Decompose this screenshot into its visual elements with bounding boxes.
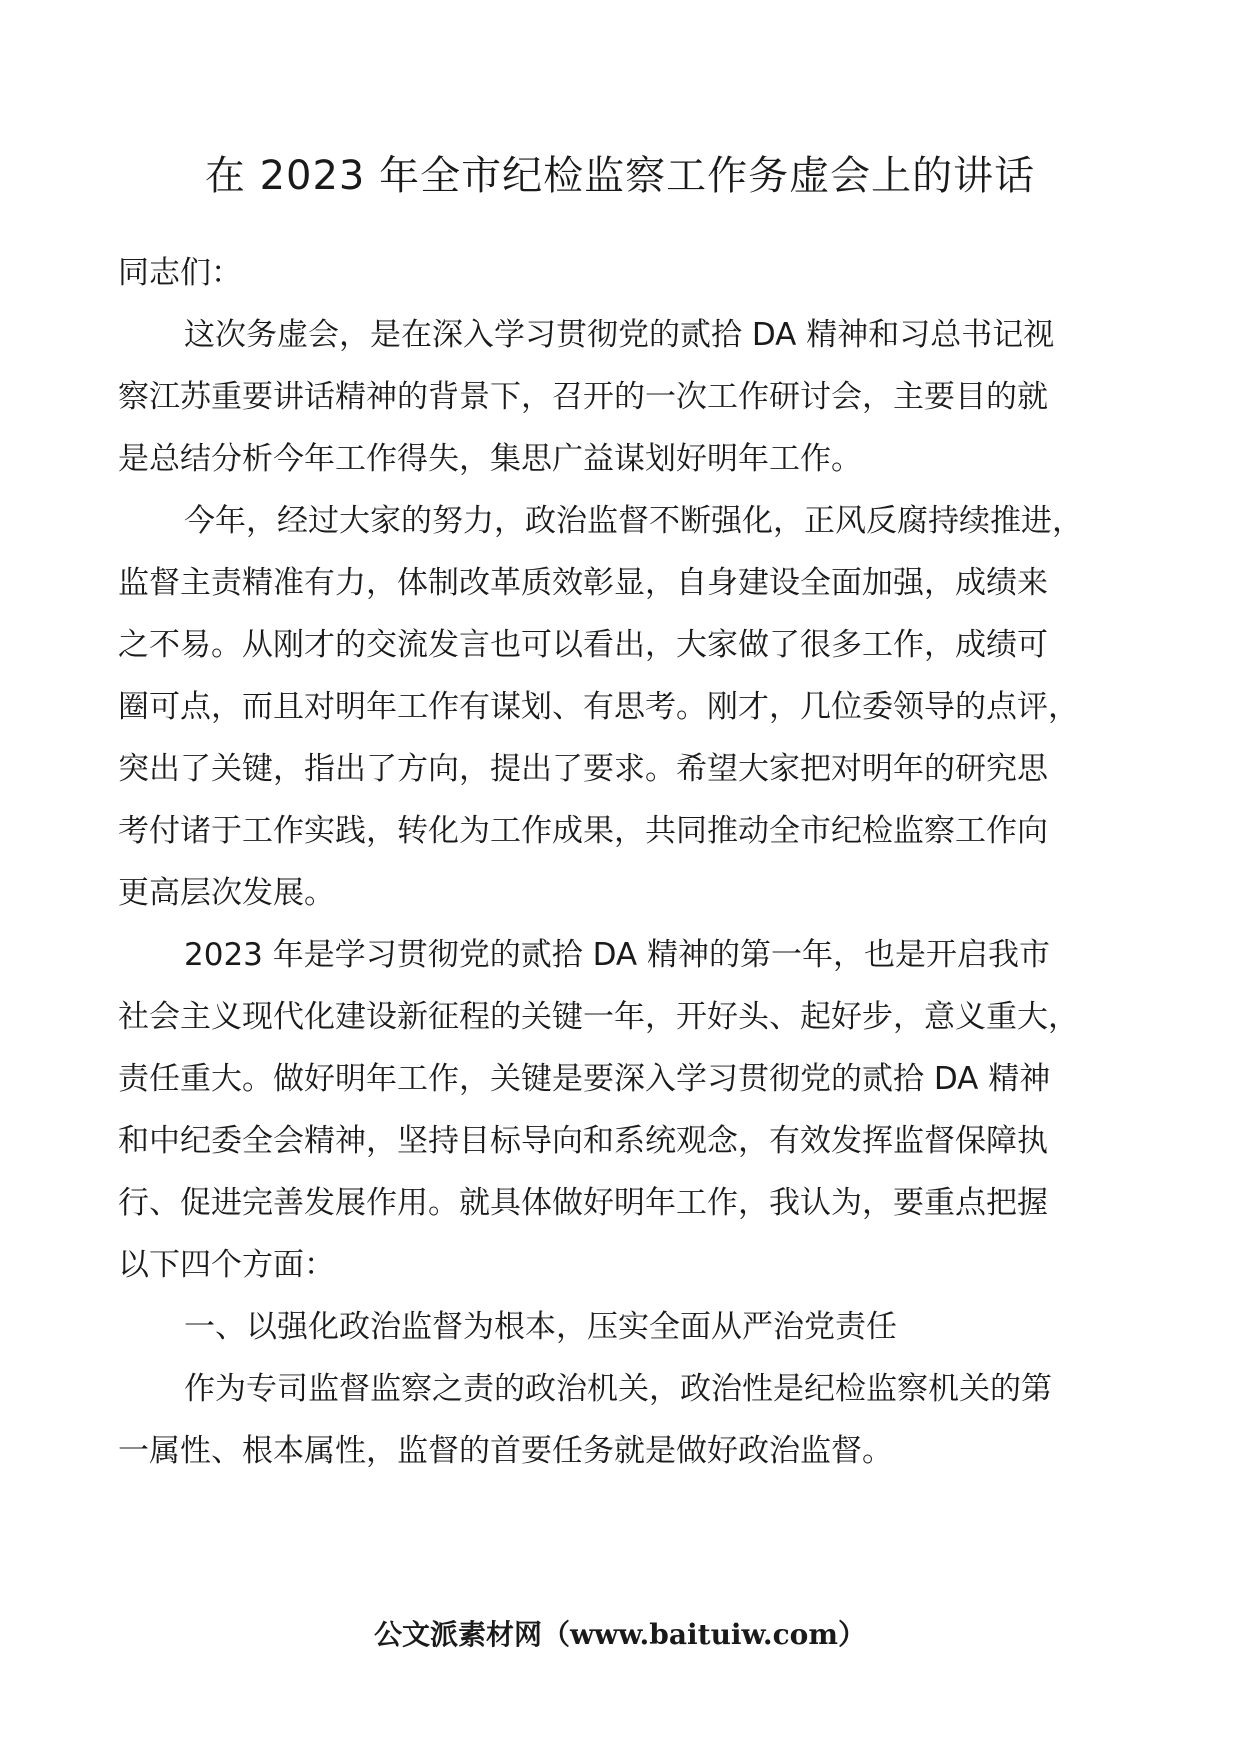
text-line: 察江苏重要讲话精神的背景下，召开的一次工作研讨会，主要目的就 <box>118 379 1048 415</box>
text-line: 责任重大。做好明年工作，关键是要深入学习贯彻党的贰拾 DA 精神 <box>118 1061 1051 1097</box>
document-title: 在 2023 年全市纪检监察工作务虚会上的讲话 <box>204 153 1036 199</box>
text-line: 这次务虚会，是在深入学习贯彻党的贰拾 DA 精神和习总书记视 <box>184 317 1055 353</box>
footer-watermark: 公文派素材网（www.baituiw.com） <box>374 1618 866 1651</box>
document-body <box>118 242 1128 1482</box>
text-line: 圈可点，而且对明年工作有谋划、有思考。刚才，几位委领导的点评， <box>118 689 1079 725</box>
text-line: 2023 年是学习贯彻党的贰拾 DA 精神的第一年，也是开启我市 <box>184 937 1050 973</box>
text-line: 更高层次发展。 <box>118 875 335 911</box>
text-line: 同志们： <box>118 255 242 291</box>
text-line: 以下四个方面： <box>118 1247 335 1283</box>
text-line: 是总结分析今年工作得失，集思广益谋划好明年工作。 <box>118 441 862 477</box>
text-line: 之不易。从刚才的交流发言也可以看出，大家做了很多工作，成绩可 <box>118 627 1048 663</box>
text-line: 一、以强化政治监督为根本，压实全面从严治党责任 <box>184 1309 897 1345</box>
text-line: 行、促进完善发展作用。就具体做好明年工作，我认为，要重点把握 <box>118 1185 1048 1221</box>
text-line: 作为专司监督监察之责的政治机关，政治性是纪检监察机关的第 <box>184 1371 1052 1407</box>
text-line: 监督主责精准有力，体制改革质效彰显，自身建设全面加强，成绩来 <box>118 565 1048 601</box>
text-line: 考付诸于工作实践，转化为工作成果，共同推动全市纪检监察工作向 <box>118 813 1048 849</box>
text-line: 社会主义现代化建设新征程的关键一年，开好头、起好步，意义重大， <box>118 999 1079 1035</box>
text-line: 一属性、根本属性，监督的首要任务就是做好政治监督。 <box>118 1433 893 1469</box>
text-line: 今年，经过大家的努力，政治监督不断强化，正风反腐持续推进， <box>184 503 1083 539</box>
text-line: 和中纪委全会精神，坚持目标导向和系统观念，有效发挥监督保障执 <box>118 1123 1048 1159</box>
text-line: 突出了关键，指出了方向，提出了要求。希望大家把对明年的研究思 <box>118 751 1048 787</box>
